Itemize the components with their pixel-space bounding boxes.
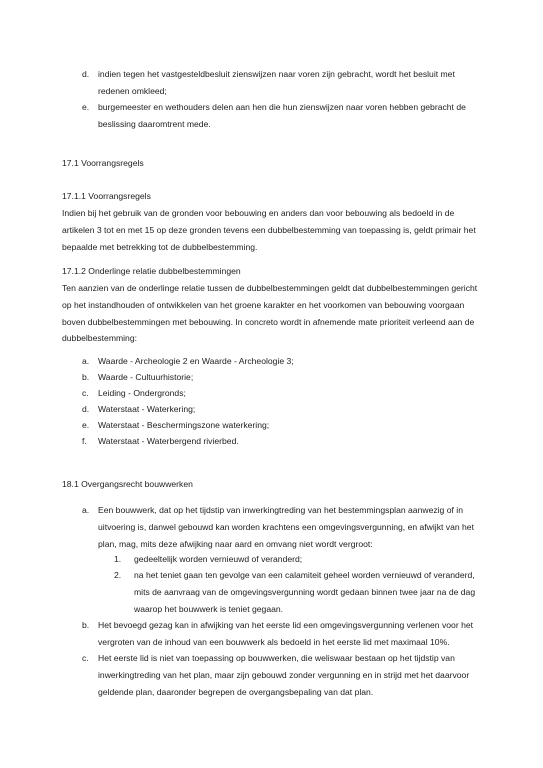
- list-item-text: Waterstaat - Waterkering;: [98, 404, 196, 414]
- list-item-text: Een bouwwerk, dat op het tijdstip van inwerkingtreding van het bestemmingsplan aanwezig of in uitvoering is, danwel gebouwd kan worden krachtens een omgevingsvergunning, en afwijkt van het plan, mag, mits deze afwijking naar aard en omvang niet wordt vergroot:: [98, 505, 474, 549]
- list-item-text: indien tegen het vastgesteldbesluit zienswijzen naar voren zijn gebracht, wordt het besluit met redenen omkleed;: [98, 69, 455, 96]
- sub-list-item: [114, 567, 486, 617]
- list-marker: c.: [82, 388, 89, 398]
- list-item-text: Leiding - Ondergronds;: [98, 388, 186, 398]
- list-item-text: Het eerste lid is niet van toepassing op bouwwerken, die weliswaar bestaan op het tijdstip van inwerkingtreding van het plan, maar zijn gebouwd zonder vergunning en in strijd met het daarvoor geldende plan, daaronder begrepen de overgangsbepaling van dat plan.: [98, 653, 470, 697]
- list-item: [82, 99, 486, 133]
- list-item: [82, 385, 482, 402]
- section-heading: 17.1 Voorrangsregels: [62, 158, 144, 168]
- list-marker: 1.: [114, 554, 122, 564]
- paragraph: Indien bij het gebruik van de gronden voor bebouwing en anders dan voor bebouwing als bedoeld in de artikelen 3 tot en met 15 op deze gronden tevens een dubbelbestemming van toepassing is, geldt primair het bepaalde met betrekking tot de dubbelbestemming.: [62, 208, 476, 252]
- list-item-text: Het bevoegd gezag kan in afwijking van het eerste lid een omgevingsvergunning verlenen voor het vergroten van de inhoud van een bouwwerk als bedoeld in het eerste lid met maximaal 10%.: [98, 620, 474, 647]
- list-item-text: Waterstaat - Beschermingszone waterkering;: [98, 420, 270, 430]
- sub-list-item: [114, 551, 486, 568]
- list-marker: c.: [82, 653, 89, 663]
- list-marker: e.: [82, 102, 90, 112]
- list-marker: b.: [82, 620, 90, 630]
- list-marker: a.: [82, 505, 90, 515]
- list-marker: e.: [82, 420, 90, 430]
- list-marker: 2.: [114, 570, 122, 580]
- list-item: [82, 417, 482, 434]
- list-marker: a.: [82, 356, 90, 366]
- list-item-text: Waterstaat - Waterbergend rivierbed.: [98, 436, 239, 446]
- section-heading: 18.1 Overgangsrecht bouwwerken: [62, 479, 193, 489]
- list-item: [82, 433, 482, 450]
- list-item: [82, 401, 482, 418]
- subsection-heading: 17.1.2 Onderlinge relatie dubbelbestemmingen: [62, 266, 241, 276]
- list-marker: d.: [82, 404, 90, 414]
- list-item-text: burgemeester en wethouders delen aan hen die hun zienswijzen naar voren hebben gebracht de beslissing daaromtrent mede.: [98, 102, 466, 129]
- list-item: [82, 369, 482, 386]
- list-item-text: na het teniet gaan ten gevolge van een calamiteit geheel worden vernieuwd of veranderd, mits de aanvraag van de omgevingsvergunning wordt gedaan binnen twee jaar na de dag waarop het bouwwerk is teniet gegaan.: [134, 570, 476, 614]
- list-item-text: gedeeltelijk worden vernieuwd of veranderd;: [134, 554, 303, 564]
- subsection-heading: 17.1.1 Voorrangsregels: [62, 191, 151, 201]
- list-marker: f.: [82, 436, 87, 446]
- list-marker: b.: [82, 372, 90, 382]
- list-item: [82, 66, 486, 100]
- paragraph: Ten aanzien van de onderlinge relatie tussen de dubbelbestemmingen geldt dat dubbelbestemmingen gericht op het instandhouden of ontwikkelen van het groene karakter en het voorkomen van bebouwing voorgaan boven dubbelbestemmingen met bebouwing. In concreto wordt in afnemende mate prioriteit verleend aan de dubbelbestemming:: [62, 283, 478, 344]
- list-item-text: Waarde - Archeologie 2 en Waarde - Archeologie 3;: [98, 356, 294, 366]
- list-item: [82, 650, 486, 700]
- list-marker: d.: [82, 69, 90, 79]
- list-item: [82, 353, 482, 370]
- list-item: [82, 617, 486, 651]
- list-item-text: Waarde - Cultuurhistorie;: [98, 372, 194, 382]
- list-item: [82, 502, 486, 552]
